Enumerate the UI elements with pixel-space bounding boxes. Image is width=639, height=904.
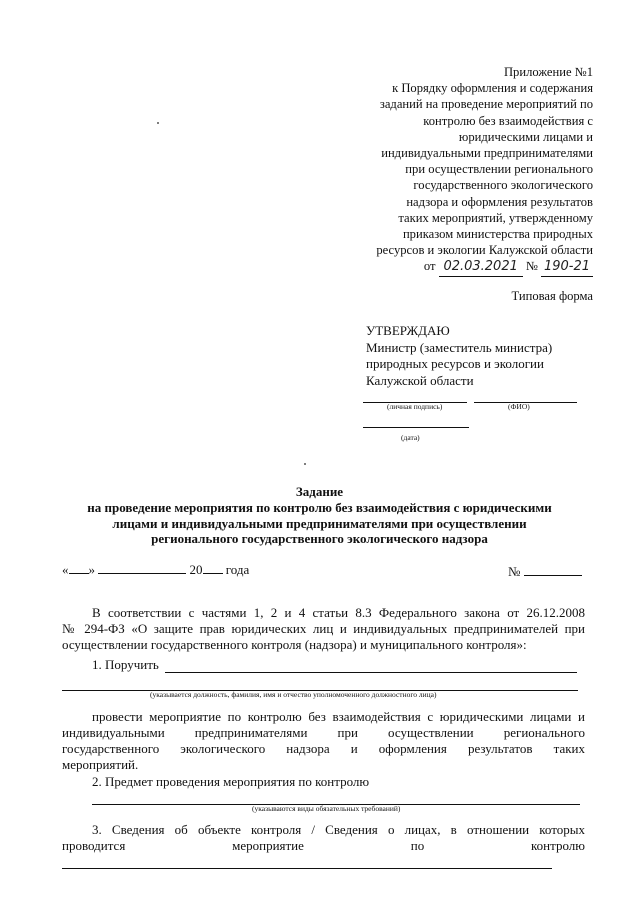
year-blank[interactable] [203,573,223,574]
name-caption: (ФИО) [508,402,530,411]
conduct-line: провести мероприятие по контролю без взаимодействия с юридическими лицами и [92,709,585,724]
scan-speck [304,463,306,465]
scan-speck [157,122,159,124]
approval-line: Министр (заместитель министра) [366,339,553,355]
handwritten-number: 190-21 [541,259,593,276]
appendix-line: Приложение №1 [503,65,593,79]
conduct-line: индивидуальными предпринимателями при осуществлении регионального [62,725,585,740]
year-prefix: 20 [189,562,203,577]
intro-line: В соответствии с частями 1, 2 и 4 статьи 8.3 Федерального закона от 26.12.2008 [92,605,585,620]
appendix-line: заданий на проведение мероприятий по [379,97,593,112]
appendix-line: к Порядку оформления и содержания [392,81,593,96]
intro-line: № 294-ФЗ «О защите прав юридических лиц и индивидуальных предпринимателей при [62,621,585,636]
item3-line: 3. Сведения об объекте контроля / Сведения о лицах, в отношении которых [92,822,585,837]
date-prefix: от [423,259,436,274]
appendix-line: таких мероприятий, утвержденному [398,210,593,225]
appendix-date-line [333,258,593,276]
item1-label: 1. Поручить [92,657,159,672]
item2-caption: (указываются виды обязательных требований) [252,804,401,813]
close-quote: » [88,562,95,577]
month-blank[interactable] [98,573,186,574]
conduct-line: государственного экологического надзора и оформления результатов таких [62,741,585,756]
appendix-line: ресурсов и экологии Калужской области [376,243,593,258]
day-blank[interactable] [69,573,89,574]
signature-caption: (личная подпись) [387,402,443,411]
item1-blank-line[interactable] [165,672,577,673]
document-title [0,484,639,547]
appendix-line: контролю без взаимодействия с [423,113,593,128]
appendix-block [333,64,593,277]
item3-blank-line[interactable] [62,868,552,869]
title-line: лицами и индивидуальными предпринимателями при осуществлении [112,515,527,531]
number-prefix: № [525,259,538,274]
year-suffix: года [225,562,250,577]
appendix-line: индивидуальными предпринимателями [381,146,593,161]
form-type-label: Типовая форма [511,289,593,303]
number-sign: № [508,564,521,579]
open-quote: « [62,562,69,577]
handwritten-date: 02.03.2021 [439,259,523,276]
item2-label: 2. Предмет проведения мероприятия по контролю [92,774,370,789]
approval-block [366,323,552,389]
title-line: регионального государственного экологического надзора [151,531,488,547]
appendix-line: при осуществлении регионального [405,162,593,177]
item3-line: проводится мероприятие по контролю [62,838,585,853]
conduct-line: мероприятий. [62,757,139,772]
approval-heading: УТВЕРЖДАЮ [366,323,450,338]
task-number-row [508,564,582,580]
number-blank[interactable] [524,575,582,576]
date-caption: (дата) [401,433,420,442]
title-line: на проведение мероприятия по контролю без взаимодействия с юридическими [87,499,552,515]
appendix-line: государственного экологического [413,178,593,193]
date-line [363,427,469,428]
appendix-line: юридическими лицами и [458,129,593,144]
appendix-line: надзора и оформления результатов [406,194,593,209]
approval-line: Калужской области [366,372,474,388]
appendix-line: приказом министерства природных [402,227,593,242]
approval-line: природных ресурсов и экологии [366,356,544,371]
item1-caption: (указывается должность, фамилия, имя и отчество уполномоченного должностного лица) [150,690,437,699]
title-line: Задание [295,484,344,499]
intro-line: осуществлении государственного контроля (надзора) и муниципального контроля»: [62,637,527,652]
task-date-row [62,562,249,578]
